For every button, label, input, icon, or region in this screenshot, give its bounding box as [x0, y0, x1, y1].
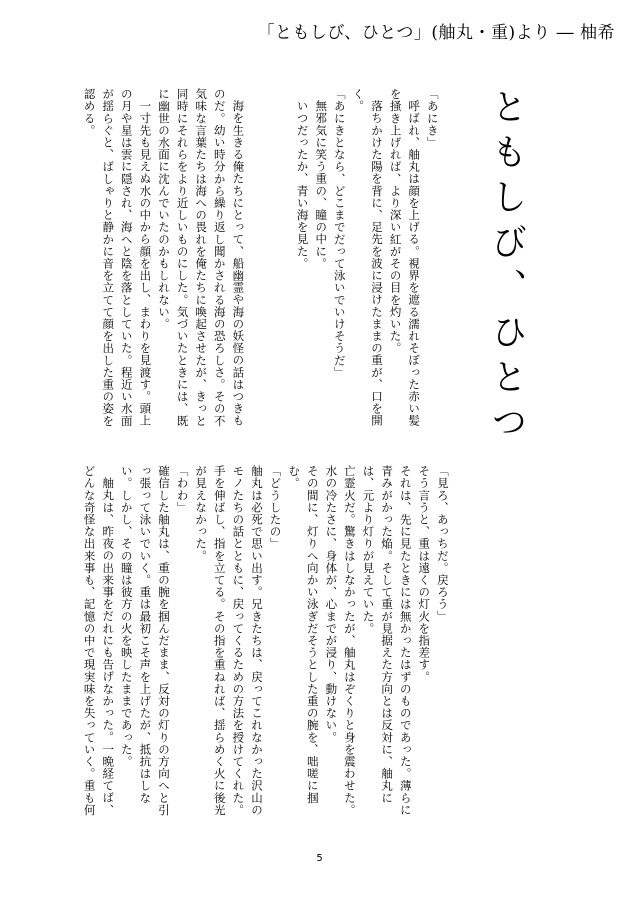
running-header: 「ともしび、ひとつ」(舳丸・重)より ― 柚希: [257, 23, 615, 43]
paragraph: 亡霊火だ。驚きはしなかったが、舳丸はぞくりと身を震わせた。水の冷たさに、身体が、心までが浸り、動けない。: [324, 465, 357, 816]
paragraph: その間に、灯りへ向かい泳ぎだそうとした重の腕を、咄嗟に掴む。: [287, 465, 320, 804]
paragraph: そう言うと、重は遠くの灯火を指差す。: [417, 465, 432, 683]
paragraph: 「見ろ、あっちだ。戻ろう」: [435, 465, 450, 623]
story-title: ともしび、ひとつ: [486, 88, 527, 448]
paragraph: 舳丸は、昨夜の出来事をだれにも告げなかった。一晩経てば、どんな奇怪な出来事も、記憶の中で現実味を失っていく。重も何: [82, 465, 116, 816]
text-block-upper-right: [293, 88, 442, 438]
paragraph: 落ちかけた陽を背に、足先を波に浸けたままの重が、口を開く。: [351, 88, 384, 427]
paragraph: 「あにき」: [425, 88, 440, 149]
paragraph: 「どうしたの」: [268, 465, 283, 550]
paragraph: 無邪気に笑う重の、瞳の中に。: [314, 99, 329, 269]
paragraph: 海を生きる俺たちにとって、船幽霊や海の妖怪の話はつきものだ。幼い時分から繰り返し聞かされる海の恐ろしさ。その不気味な言葉たちは海への畏れを俺たちに喚起させたが、きっと同時にそれらをより近しいものにした。気づいたときには、既に幽世の水面に沈んでいたのかもしれない。: [156, 88, 246, 427]
paragraph: 「あにきとなら、どこまでだって泳いでいけそうだ」: [332, 88, 347, 379]
paragraph: 舳丸は必死で思い出す。兄きたちは、戻ってこれなかった沢山のモノたちの話とともに、戻ってくるための方法を授けてくれた。手を伸ばし、指を立てる。その指を重ねれば、揺らめく火に後光が見えなかった。: [194, 465, 264, 816]
text-block-upper-left: [80, 88, 247, 438]
paragraph: それは、先に見たときには無かったはずのものであった。薄らに青みがかった焔。そして重が見据えた方向とは反対に、舳丸には、元より灯りが見えていた。: [361, 465, 413, 816]
text-block-lower: [80, 465, 452, 825]
paragraph: いつだったか、青い海を見た。: [295, 99, 310, 269]
paragraph: 「わわ」: [175, 465, 190, 514]
page-number: 5: [316, 853, 323, 864]
paragraph: 呼ばれ、舳丸は顔を上げる。視界を遮る濡れそぼった赤い髪を掻き上げれば、より深い紅がその目を灼いた。: [388, 88, 422, 427]
paragraph: 一寸先も見えぬ水の中から顔を出し、まわりを見渡す。頭上の月や星は雲に隠され、海へと陰を落としていた。程近い水面が揺らぐと、ばしゃりと静かに音を立てて顔を出した重の姿を認める。: [82, 88, 153, 427]
paragraph: 確信した舳丸は、重の腕を掴んだまま、反対の灯りの方向へと引っ張って泳いでいく。重は最初こそ声を上げたが、抵抗はしない。しかし、その瞳は彼方の火を映したままであった。: [119, 465, 171, 816]
